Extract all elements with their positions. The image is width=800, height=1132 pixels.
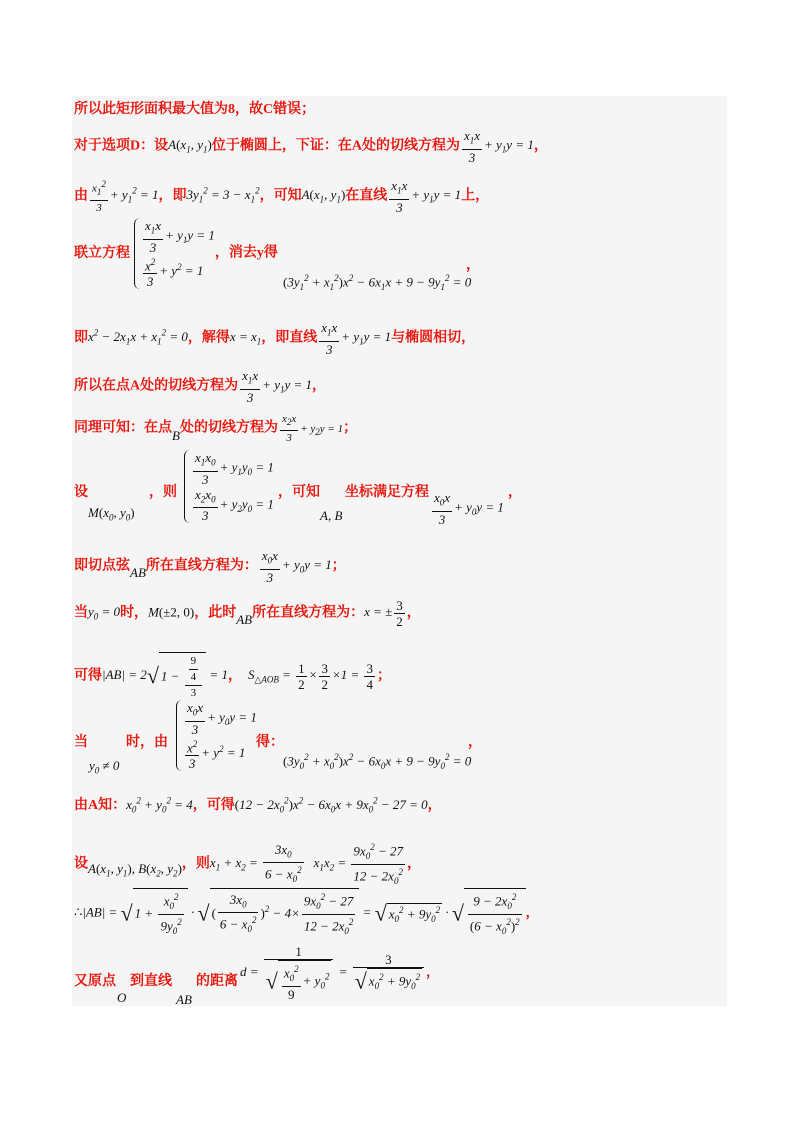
text-line-2 [74, 128, 548, 165]
distance-formula: d = 1 √ $\frac{x_0^2}{9}$ + $y_0^2$ = $\frac{3}{√ x_0^2 + 9y_0^2}$ ， [240, 944, 440, 1002]
y0-nonzero: $y_0 \ne 0$ [89, 758, 120, 776]
system-of-equations: $\frac{x_1x}{3}$ + $y_1y = 1$ $\frac{x^2}{3}$ + $y^2 = 1$ [134, 218, 215, 289]
punct-6: ， [312, 378, 327, 394]
point-b: B [172, 427, 180, 443]
point-m: $M(x_0$, $y_0$) [88, 505, 135, 523]
chord-ab: AB [130, 565, 146, 581]
reduced-equation: $x^2 - 2x_1x + x_1^2 = 0$ [88, 327, 188, 347]
vieta-sum: $x_1 + x_2$ = $\frac{3x_0}{6 - x_0^2}$ [209, 841, 302, 885]
rearranged-equation: $3y_1^2 = 3 - x_1^2$ [186, 186, 260, 205]
punct-9: ； [331, 558, 346, 574]
word-shi-you: 时，由 [126, 735, 168, 750]
from-a-label: 由A知： [74, 798, 127, 813]
line-equation: $\frac{x_1x}{3}$ + $y_1y = 1$ [391, 178, 462, 215]
text-line-13 [74, 794, 442, 815]
punct-16: ， [426, 963, 440, 979]
text-line-12-a [74, 731, 88, 751]
m-on-circle: $x_0^2 + y_0^2 = 4$ [126, 795, 193, 815]
line-ab: AB [176, 992, 192, 1007]
text-line-9 [74, 548, 346, 585]
points-ab: A, B [320, 508, 343, 523]
line-eq-label-2: 所在直线方程为： [252, 605, 365, 621]
text-line-7 [74, 412, 357, 446]
word-origin: 又原点 [74, 974, 116, 989]
y0-zero: $y_0 = 0$ [88, 604, 121, 623]
word-distance: 的距离 [196, 974, 238, 989]
point-a-formula-2: $A(x_1$, $y_1$) [301, 187, 346, 205]
word-de: 得： [256, 735, 284, 750]
line-eq-label: 所在直线方程为： [145, 558, 258, 574]
word-tangent: 与椭圆相切， [391, 330, 476, 346]
text-line-16-a [74, 970, 116, 990]
word-on-line: 在直线 [345, 188, 388, 204]
similarly-label: 同理可知：在点 [74, 420, 172, 436]
punct: ， [533, 138, 548, 154]
chord-ab-2: AB [236, 612, 253, 628]
quadratic-m: $(3y_0^2 + x_0^2)x^2 - 6x_0x + 9 - 9y_0^2 = 0$ [283, 752, 472, 771]
word-you: 由 [74, 188, 88, 204]
ab-length: |AB| = 2√ 1 − $\frac{\frac{9}{4}}{3}$ = 1 [102, 667, 228, 682]
solution: $x = x_1$ [229, 329, 262, 347]
text-line-4 [74, 218, 278, 289]
text-line-11 [74, 652, 391, 701]
word-ji-2: 即 [74, 330, 88, 346]
word-ze-2: ，则 [181, 856, 210, 872]
tangent-at-a-label: 所以在点A处的切线方程为 [74, 378, 239, 394]
punct-11b: ； [376, 668, 391, 684]
punct-7: ； [343, 420, 358, 436]
quadratic-x0: $(12 - 2x_0^2)x^2 - 6x_0x + 9x_0^2 - 27 = 0$ [234, 795, 428, 815]
ellipse-equation: $\frac{x_1^2}{3}$ + $y_1^2 = 1$ [92, 179, 159, 214]
word-solve: ，解得 [187, 330, 230, 346]
quadratic-result: $(3y_1^2 + x_1^2)x^2 - 6x_1x + 9 - 9y_1^2 = 0$ [283, 273, 472, 292]
punct-8: ， [508, 485, 522, 500]
word-kede: 可得 [74, 668, 102, 684]
tangent-equation: $\frac{x_1x}{3}$ + $y_1y = 1$ [463, 128, 534, 165]
punct-15: ， [525, 904, 539, 920]
word-cishi: ，此时 [194, 605, 237, 621]
word-dang: 当 [74, 605, 88, 621]
punct-14: ， [406, 856, 421, 872]
word-she-2: 设 [74, 856, 88, 872]
punct-13: ， [427, 798, 442, 813]
chord-equation: $\frac{x_0x}{3}$ + $y_0y = 1$ [434, 490, 504, 527]
punct-12: ， [468, 735, 482, 750]
chord-label: 即切点弦 [74, 558, 130, 574]
word-kezhi-2: ，可知 [278, 485, 320, 500]
text-line-5 [74, 320, 475, 357]
tangent-at-a-eq: $\frac{x_1x}{3}$ + $y_1y = 1$ [242, 368, 313, 405]
word-dang-2: 当 [74, 735, 88, 750]
chord-length-formula: ∴|AB| = √ 1 + $\frac{x_0^2}{9y_0^2}$ · √ ( $\frac{3x_0}{6 - x_0^2}$ )$^2$ − 4× $\frac{9x_0^2 - 27}{12 - 2x_0^2}$ = √ $x_0^2 + 9y_0^2$ · √ $\frac{9 - 2x_0^2}{(6 - x_0^2)^2}$ ， [74, 888, 539, 939]
word-ji: ，即 [158, 188, 187, 204]
area-aob: $S_{\triangle AOB}$ = $\frac{1}{2}$ × $\frac{3}{2}$ ×1 = $\frac{3}{4}$ [247, 661, 373, 692]
word-kezhi: ，可知 [259, 188, 302, 204]
text-line-6 [74, 368, 326, 405]
point-o: O [117, 990, 127, 1005]
word-eliminate: ，消去y得 [214, 245, 278, 261]
point-m-value: M(±2, 0) [148, 604, 195, 620]
tangent-at-b-label: 处的切线方程为 [179, 420, 278, 436]
text-line-10 [74, 598, 421, 629]
text-line-1 [74, 98, 315, 118]
text-line-8-a [74, 481, 88, 501]
punct-l4: ， [466, 258, 480, 273]
vertical-line: x = ± $\frac{3}{2}$ [364, 598, 403, 629]
tangent-line-eq: $\frac{x_1x}{3}$ + $y_1y = 1$ [321, 320, 392, 357]
system-m-ellipse: $\frac{x_0x}{3}$ + $y_0y = 1$ $\frac{x^2}{3}$ + $y^2 = 1$ [172, 700, 257, 771]
chord-line-eq: $\frac{x_0x}{3}$ + $y_0y = 1$ [261, 548, 332, 585]
text-line-14 [74, 840, 421, 889]
word-shang: 上， [461, 188, 490, 204]
word-to-line: 到直线 [130, 974, 172, 989]
tangent-at-b-eq: $\frac{x_2x}{3}$ + $y_2y = 1$ [281, 413, 344, 445]
punct-11: ， [227, 668, 242, 684]
conclusion-c: 所以此矩形面积最大值为8，故C错误； [74, 102, 316, 117]
word-lianli: 联立方程 [74, 245, 130, 261]
word-she: 设 [74, 485, 88, 500]
text-line-3 [74, 177, 489, 216]
points-ab-coords: $A(x_1$, $y_1$), $B(x_2$, $y_2$) [88, 861, 182, 879]
word-ze: ，则 [149, 485, 177, 500]
vieta-product: $x_1x_2$ = $\frac{9x_0^2 - 27}{12 - 2x_0^2}$ [313, 842, 403, 886]
system-m: $\frac{x_1x_0}{3}$ + $y_1y_0 = 1$ $\frac{x_2x_0}{3}$ + $y_2y_0 = 1$ [180, 450, 274, 523]
word-line: ，即直线 [261, 330, 318, 346]
word-kede-2: ，可得 [192, 798, 235, 813]
punct-10: ， [406, 605, 421, 621]
point-a-formula: $A(x_1$, $y_1$) [168, 137, 212, 155]
option-d-label: 对于选项D：设 [74, 138, 169, 154]
tangent-claim: 位于椭圆上，下证：在A处的切线方程为 [211, 138, 460, 154]
word-shi: 时， [120, 605, 149, 621]
word-satisfy: 坐标满足方程 [345, 485, 429, 500]
